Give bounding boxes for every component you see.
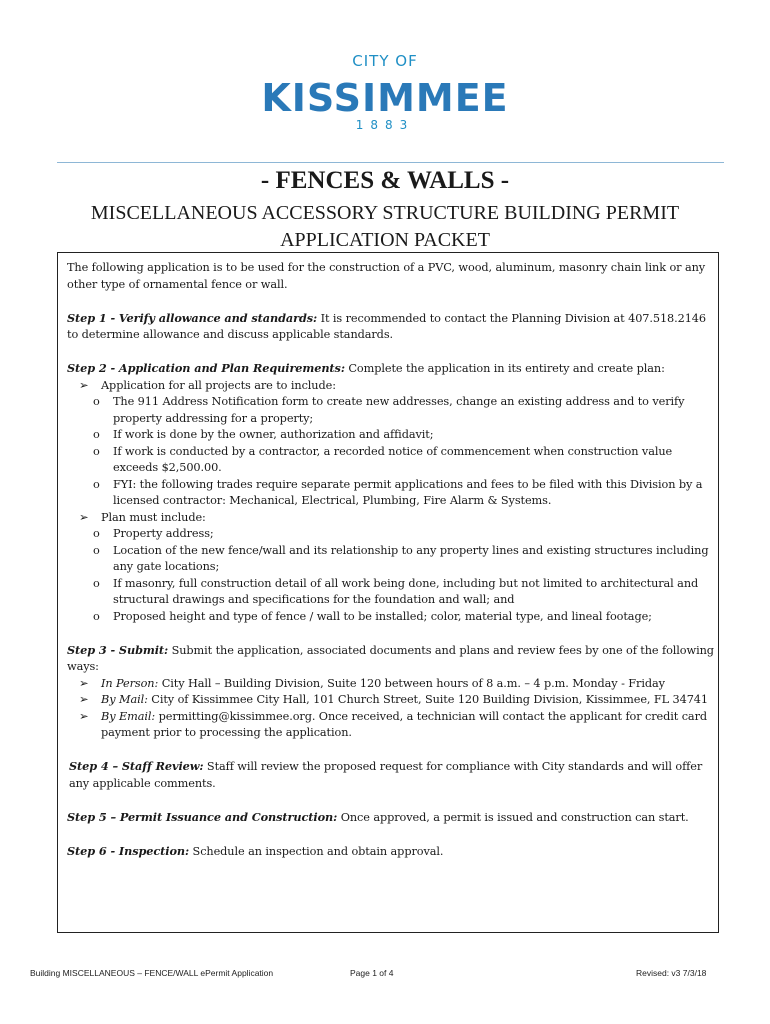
circle-bullet-icon: o [93,477,100,491]
footer-page-number: Page 1 of 4 [350,968,394,978]
step-1 [67,310,718,344]
step-6-text: Schedule an inspection and obtain approval. [189,844,444,858]
list-item: ➢ In Person: City Hall – Building Division, Suite 120 between hours of 8 a.m. – 4 p.m. Monday - Friday [67,676,718,693]
footer-document-name: Building MISCELLANEOUS – FENCE/WALL ePermit Application [30,968,274,978]
header-divider [57,162,724,163]
step-4-label: Step 4 – Staff Review: [69,759,204,773]
list-item: o FYI: the following trades require separate permit applications and fees to be filed with this Division by a licensed contractor: Mechanical, Electrical, Plumbing, Fire Alarm & Systems. [93,477,703,507]
list-item: o Location of the new fence/wall and its relationship to any property lines and existing structures including any gate locations; [93,543,709,573]
list-item: o If work is done by the owner, authorization and affidavit; [90,427,718,444]
list-item: o Proposed height and type of fence / wall to be installed; color, material type, and lineal footage; [90,609,718,626]
step-6-label: Step 6 - Inspection: [67,843,190,858]
list-item: o If masonry, full construction detail of all work being done, including but not limited to architectural and structural drawings and specifications for the foundation and wall; and [93,576,699,606]
circle-bullet-icon: o [93,428,100,441]
circle-bullet-icon: o [93,609,100,623]
step-2 [67,360,718,625]
step-5 [67,809,718,827]
logo-wordmark: KISSIMMEE [261,76,509,120]
step-1-text: It is recommended to contact the Planning Division at 407.518.2146 to determine allowance and discuss applicable standards. [67,311,706,341]
list-item: o The 911 Address Notification form to create new addresses, change an existing address and to verify property addressing for a property; [93,395,685,425]
list-item: ➢ By Mail: City of Kissimmee City Hall, 101 Church Street, Suite 120 Building Division, Kissimmee, FL 34741 [67,692,718,709]
sub-list [90,394,718,510]
subtitle-line-2: APPLICATION PACKET [280,229,490,251]
sub-list [90,526,718,625]
circle-bullet-icon: o [93,576,100,590]
step-5-label: Step 5 – Permit Issuance and Construction: [67,809,338,824]
arrow-bullet-icon: ➢ [79,378,89,392]
step-4 [67,758,718,792]
page-subtitle [0,200,770,254]
page-title: - FENCES & WALLS - [260,167,510,194]
step-2-list [67,378,718,626]
step-1-label: Step 1 - Verify allowance and standards: [67,310,318,325]
list-item: o Property address; [90,526,718,543]
arrow-bullet-icon: ➢ [79,693,89,706]
logo-year: 1883 [355,118,415,132]
step-6 [67,843,718,861]
logo-city-of: CITY OF [352,52,418,70]
circle-bullet-icon: o [93,543,100,557]
arrow-bullet-icon: ➢ [79,510,89,524]
intro-text: The following application is to be used for the construction of a PVC, wood, aluminum, masonry chain link or any other type of ornamental fence or wall. [67,261,706,291]
instructions-box [57,252,719,933]
list-item: ➢ By Email: permitting@kissimmee.org. Once received, a technician will contact the applicant for credit card payment prior to processing the application. [79,709,708,739]
step-2-text: Complete the application in its entirety and create plan: [344,362,665,375]
step-3-text: Submit the application, associated documents and plans and review fees by one of the following ways: [67,643,714,673]
step-5-text: Once approved, a permit is issued and construction can start. [337,810,689,824]
arrow-bullet-icon: ➢ [79,676,89,690]
step-2-label: Step 2 - Application and Plan Requirements: [67,361,345,375]
list-item [67,510,718,626]
group-title: Application for all projects are to include: [101,378,336,392]
arrow-bullet-icon: ➢ [79,709,89,723]
list-item: o If work is conducted by a contractor, a recorded notice of commencement when construction value exceeds $2,500.00. [93,444,673,474]
circle-bullet-icon: o [93,395,100,408]
step-4-text: Staff will review the proposed request for compliance with City standards and will offer any applicable comments. [69,760,703,790]
subtitle-line-1: MISCELLANEOUS ACCESSORY STRUCTURE BUILDING PERMIT [90,202,680,224]
circle-bullet-icon: o [93,527,100,540]
step-3-label: Step 3 - Submit: [67,642,169,657]
submit-ways-list [67,676,718,742]
step-3 [67,642,718,742]
footer-revision: Revised: v3 7/3/18 [636,968,707,978]
circle-bullet-icon: o [93,444,100,458]
list-item [67,378,718,510]
group-title: Plan must include: [101,510,206,524]
